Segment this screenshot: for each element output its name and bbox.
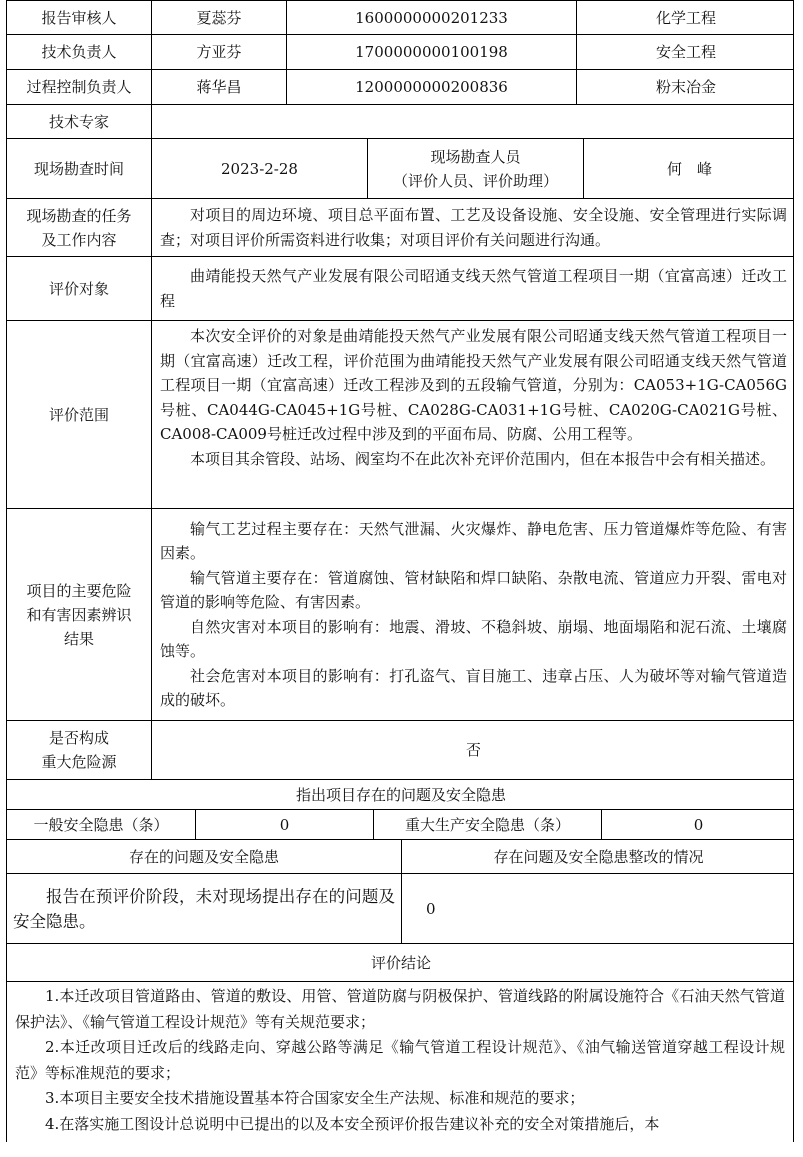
fix-col-header: 存在问题及安全隐患整改的情况: [401, 840, 795, 873]
general-hazard-label: 一般安全隐患（条）: [33, 815, 169, 834]
expert-row: [6, 105, 794, 139]
object-label: 评价对象: [48, 279, 109, 298]
name-cell: 夏蕊芬: [151, 1, 286, 34]
scope-label: 评价范围: [48, 405, 109, 424]
hazards-paragraph: 输气工艺过程主要存在：天然气泄漏、火灾爆炸、静电危害、压力管道爆炸等危险、有害因素。: [160, 519, 787, 562]
survey-staff-value: 何 峰: [583, 139, 795, 198]
major-hazard-count-value: 0: [601, 810, 795, 839]
scope-content: [151, 321, 795, 508]
hazards-label-line3: 结果: [63, 629, 94, 648]
conclusion-heading-row: [6, 944, 794, 982]
issues-text: 报告在预评价阶段，未对现场提出存在的问题及安全隐患。: [13, 886, 395, 931]
hazards-content: [151, 509, 795, 720]
conclusion-item: 2.本迁改项目迁改后的线路走向、穿越公路等满足《输气管道工程设计规范》、《油气输送管道穿越工程设计规范》等标准规范的要求；: [15, 1038, 785, 1082]
hazards-row: [6, 509, 794, 721]
hazards-label-line1: 项目的主要危险: [26, 581, 132, 600]
role-cell: 过程控制负责人: [26, 78, 132, 96]
conclusion-content: [7, 982, 793, 1142]
major-cell: 粉末冶金: [576, 70, 795, 104]
major-cell: 安全工程: [576, 35, 795, 69]
major-hazard-row: [6, 721, 794, 780]
survey-time-label: 现场勘查时间: [33, 159, 124, 178]
expert-value: [151, 105, 795, 138]
conclusion-item: 1.本迁改项目管道路由、管道的敷设、用管、管道防腐与阴极保护、管道线路的附属设施符合《石油天然气管道保护法》、《输气管道工程设计规范》等有关规范要求；: [15, 987, 785, 1031]
survey-time-value: 2023-2-28: [151, 139, 367, 198]
object-content: [151, 257, 795, 320]
hazards-paragraph: 输气管道主要存在：管道腐蚀、管材缺陷和焊口缺陷、杂散电流、管道应力开裂、雷电对管道的影响等危险、有害因素。: [160, 568, 787, 611]
evaluation-form: [6, 0, 794, 1142]
major-hazard-label-line1: 是否构成: [48, 729, 109, 747]
general-hazard-value: 0: [195, 810, 373, 839]
name-cell: 方亚芬: [151, 35, 286, 69]
personnel-row: [6, 70, 794, 105]
personnel-row: [6, 35, 794, 70]
hazards-paragraph: 社会危害对本项目的影响有：打孔盗气、盲目施工、违章占压、人为破坏等对输气管道造成的破坏。: [160, 666, 787, 709]
issues-count-row: [6, 810, 794, 840]
conclusion-content-row: [6, 982, 794, 1142]
scope-paragraph: 本项目其余管段、站场、阀室均不在此次补充评价范围内，但在本报告中会有相关描述。: [190, 449, 776, 468]
issues-heading: 指出项目存在的问题及安全隐患: [295, 785, 506, 804]
task-label-line1: 现场勘查的任务: [26, 206, 132, 225]
fix-value: 0: [401, 874, 795, 943]
survey-row: [6, 139, 794, 199]
conclusion-item: 3.本项目主要安全技术措施设置基本符合国家安全生产法规、标准和规范的要求；: [45, 1089, 585, 1107]
name-cell: 蒋华昌: [151, 70, 286, 104]
issues-content-row: [6, 874, 794, 944]
issues-columns-row: [6, 840, 794, 874]
role-cell: 技术负责人: [41, 43, 117, 61]
cert-cell: 1700000000100198: [286, 35, 576, 69]
task-content: [151, 199, 795, 256]
scope-paragraph: 本次安全评价的对象是曲靖能投天然气产业发展有限公司昭通支线天然气管道工程项目一期（宜富高速）迁改工程，评价范围为曲靖能投天然气产业发展有限公司昭通支线天然气管道工程项目一期（宜富高速）迁改工程涉及到的五段输气管道，分别为：CA053+1G-CA056G号桩、CA044G-CA045+1G号桩、CA028G-CA031+1G号桩、CA020G-CA021G号桩、CA008-CA009号桩迁改过程中涉及到的平面布局、防腐、公用工程等。: [160, 327, 787, 443]
task-row: [6, 199, 794, 257]
object-row: [6, 257, 794, 321]
survey-staff-label: [367, 139, 583, 198]
issues-col-header: 存在的问题及安全隐患: [128, 847, 279, 866]
major-hazard-count-label: 重大生产安全隐患（条）: [373, 810, 601, 839]
object-text: 曲靖能投天然气产业发展有限公司昭通支线天然气管道工程项目一期（宜富高速）迁改工程: [160, 267, 787, 310]
hazards-label: [7, 509, 151, 720]
role-cell: 报告审核人: [41, 8, 117, 27]
personnel-row: [6, 0, 794, 35]
task-label: [7, 199, 151, 256]
conclusion-heading: 评价结论: [370, 953, 431, 972]
hazards-label-line2: 和有害因素辨识: [26, 605, 132, 624]
cert-cell: 1600000000201233: [286, 1, 576, 34]
conclusion-item: 4.在落实施工图设计总说明中已提出的以及本安全预评价报告建议补充的安全对策措施后，本: [45, 1114, 660, 1133]
survey-staff-label-line2: （评价人员、评价助理）: [392, 171, 558, 190]
major-cell: 化学工程: [576, 1, 795, 34]
task-text: 对项目的周边环境、项目总平面布置、工艺及设备设施、安全设施、安全管理进行实际调查；对项目评价所需资料进行收集；对项目评价有关问题进行沟通。: [160, 206, 787, 249]
issues-heading-row: [6, 780, 794, 810]
major-hazard-label-line2: 重大危险源: [41, 753, 117, 771]
task-label-line2: 及工作内容: [41, 230, 117, 249]
scope-row: [6, 321, 794, 509]
major-hazard-label: [7, 721, 151, 779]
expert-label: 技术专家: [48, 112, 109, 131]
issues-content: [7, 874, 401, 943]
hazards-paragraph: 自然灾害对本项目的影响有：地震、滑坡、不稳斜坡、崩塌、地面塌陷和泥石流、土壤腐蚀等。: [160, 617, 787, 660]
cert-cell: 1200000000200836: [286, 70, 576, 104]
major-hazard-value: 否: [151, 721, 795, 779]
survey-staff-label-line1: 现场勘查人员: [430, 147, 521, 166]
